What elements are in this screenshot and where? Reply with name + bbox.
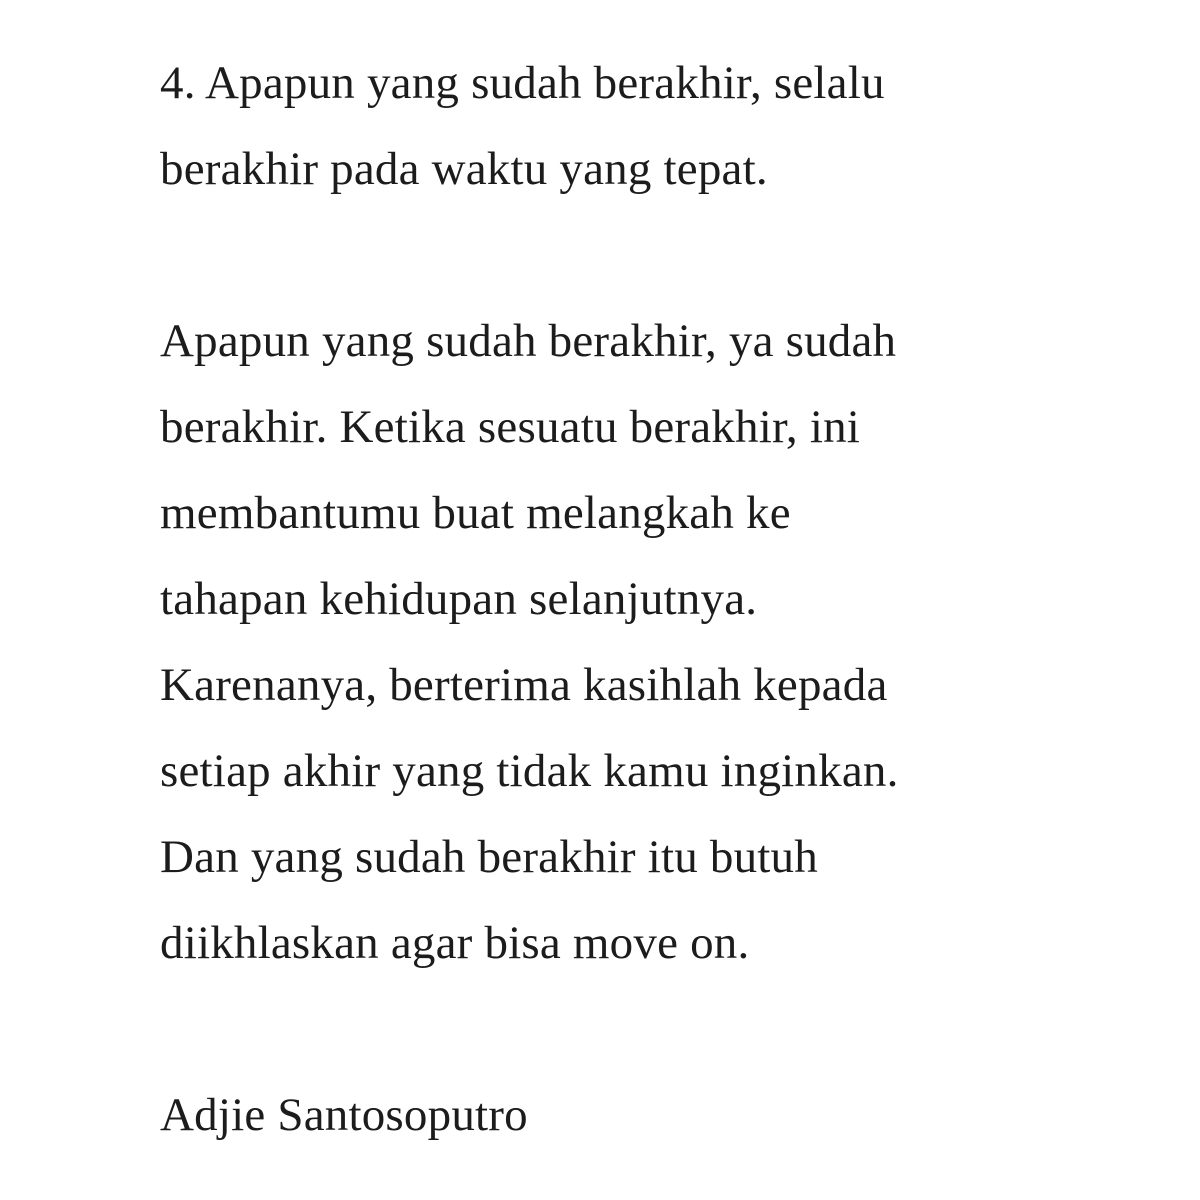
body-line: tahapan kehidupan selanjutnya. [160,573,758,625]
point-heading [160,40,1200,212]
author-name: Adjie Santosoputro [160,1089,528,1141]
body-line: Apapun yang sudah berakhir, ya sudah [160,315,897,367]
body-line: Karenanya, berterima kasihlah kepada [160,659,888,711]
body-line: Dan yang sudah berakhir itu butuh [160,831,818,883]
body-line: berakhir. Ketika sesuatu berakhir, ini [160,401,861,453]
heading-line: berakhir pada waktu yang tepat. [160,143,768,195]
body-line: diikhlaskan agar bisa move on. [160,917,750,969]
body-line: setiap akhir yang tidak kamu inginkan. [160,745,899,797]
heading-line: 4. Apapun yang sudah berakhir, selalu [160,57,885,109]
body-paragraph [160,298,1200,986]
paragraph-gap [160,212,1200,298]
body-line: membantumu buat melangkah ke [160,487,791,539]
paragraph-gap [160,986,1200,1072]
